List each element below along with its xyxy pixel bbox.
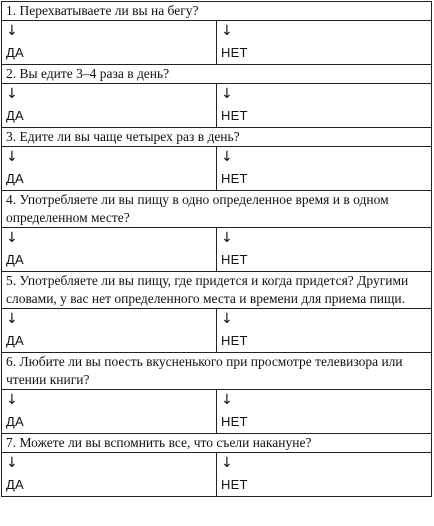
answer-no-label: НЕТ [221, 252, 248, 267]
arrow-down-icon: ↓ [221, 455, 233, 471]
question-row [2, 353, 432, 390]
answer-row [2, 228, 432, 272]
answer-no-cell [217, 309, 432, 353]
answer-no-cell [217, 228, 432, 272]
arrow-down-icon: ↓ [6, 23, 18, 39]
question-row [2, 128, 432, 147]
arrow-down-icon: ↓ [221, 311, 233, 327]
answer-yes-cell [2, 390, 217, 434]
answer-no-label: НЕТ [221, 45, 248, 60]
answer-no-cell [217, 453, 432, 497]
answer-yes-cell [2, 453, 217, 497]
answer-no-cell [217, 390, 432, 434]
arrow-down-icon: ↓ [6, 392, 18, 408]
answer-row [2, 309, 432, 353]
answer-yes-label: ДА [6, 333, 24, 348]
answer-no-label: НЕТ [221, 108, 248, 123]
question-text: 1. Перехватываете ли вы на бегу? [2, 2, 432, 21]
answer-yes-label: ДА [6, 108, 24, 123]
answer-yes-label: ДА [6, 414, 24, 429]
arrow-down-icon: ↓ [221, 392, 233, 408]
arrow-down-icon: ↓ [221, 23, 233, 39]
answer-no-label: НЕТ [221, 171, 248, 186]
question-text: 5. Употребляете ли вы пищу, где придется и когда придется? Другими словами, у вас нет определенного места и времени для приема пищи. [2, 272, 432, 309]
question-text: 4. Употребляете ли вы пищу в одно определенное время и в одном определенном месте? [2, 191, 432, 228]
questionnaire-table [1, 1, 432, 497]
answer-no-cell [217, 21, 432, 65]
answer-row [2, 21, 432, 65]
answer-yes-cell [2, 309, 217, 353]
answer-yes-cell [2, 21, 217, 65]
question-row [2, 434, 432, 453]
arrow-down-icon: ↓ [6, 311, 18, 327]
answer-no-label: НЕТ [221, 414, 248, 429]
question-row [2, 272, 432, 309]
answer-yes-label: ДА [6, 252, 24, 267]
question-text: 6. Любите ли вы поесть вкусненького при просмотре телевизора или чтении книги? [2, 353, 432, 390]
answer-row [2, 147, 432, 191]
arrow-down-icon: ↓ [221, 149, 233, 165]
answer-yes-cell [2, 84, 217, 128]
arrow-down-icon: ↓ [221, 230, 233, 246]
answer-yes-label: ДА [6, 171, 24, 186]
arrow-down-icon: ↓ [6, 230, 18, 246]
answer-no-cell [217, 84, 432, 128]
arrow-down-icon: ↓ [6, 86, 18, 102]
question-row [2, 2, 432, 21]
question-row [2, 191, 432, 228]
question-text: 3. Едите ли вы чаще четырех раз в день? [2, 128, 432, 147]
answer-no-label: НЕТ [221, 477, 248, 492]
question-text: 7. Можете ли вы вспомнить все, что съели накануне? [2, 434, 432, 453]
answer-yes-label: ДА [6, 477, 24, 492]
answer-yes-cell [2, 147, 217, 191]
answer-no-cell [217, 147, 432, 191]
answer-row [2, 453, 432, 497]
answer-row [2, 84, 432, 128]
answer-yes-cell [2, 228, 217, 272]
question-row [2, 65, 432, 84]
answer-yes-label: ДА [6, 45, 24, 60]
answer-row [2, 390, 432, 434]
arrow-down-icon: ↓ [221, 86, 233, 102]
question-text: 2. Вы едите 3–4 раза в день? [2, 65, 432, 84]
arrow-down-icon: ↓ [6, 455, 18, 471]
answer-no-label: НЕТ [221, 333, 248, 348]
arrow-down-icon: ↓ [6, 149, 18, 165]
